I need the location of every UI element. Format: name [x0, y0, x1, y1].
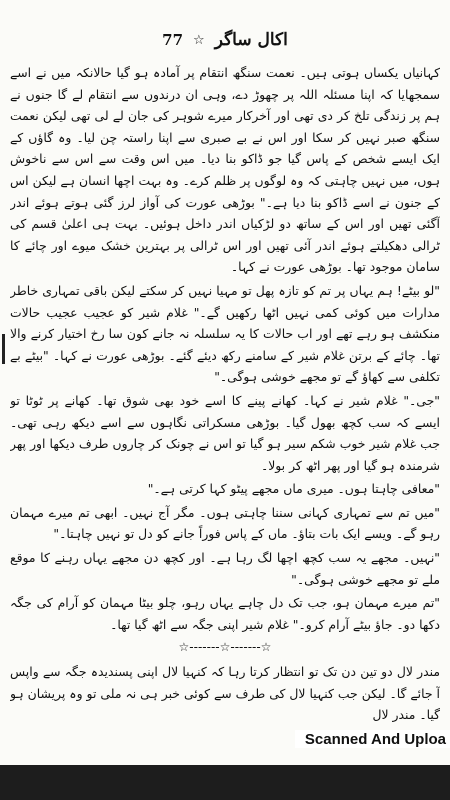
section-separator: ☆-------☆-------☆ [178, 640, 272, 655]
paragraph: کہانیاں یکساں ہوتی ہیں۔ نعمت سنگھ انتقام پر آمادہ ہو گیا حالانکہ میں نے اسے سمجھایا کہ اپنا مسئلہ اللہ پر چھوڑ دے، وہی ان درندوں سے انتقام لے گا جنوں نے ہم پر زندگی تلخ کر دی تھی اور آخرکار میرے شوہر کی جان لے لی تھی لیکن نعمت سنگھ صبر نہیں کر سکا اور اس نے بے صبری سے اپنا راستہ چن لیا۔ وہ گاؤں کے ایک ایسے شخص کے پاس گیا جو ڈاکو بنا دیا۔ میں اس وقت سے اس سے ناخوش ہوں، میں نہیں چاہتی کہ وہ لوگوں پر ظلم کرے۔ وہ بہت اچھا انسان ہے لیکن اس کے جنون نے اسے ڈاکو بنا دیا ہے۔" بوڑھی عورت کی آواز لرز گئی ہوتے ہوئے اندر آگئی تھیں اور اس کے ساتھ دو لڑکیاں اندر داخل ہوئیں۔ بہت ہی اعلیٰ قسم کی ٹرالی دھکیلتے ہوئے اندر آئی تھیں اور اس ٹرالی پر بہترین خشک میوے اور چائے کا سامان موجود تھا۔ بوڑھی عورت نے کہا۔ [10, 65, 440, 275]
page-number: 77 [162, 31, 184, 49]
margin-mark [2, 334, 5, 364]
page-header [0, 28, 450, 52]
book-title: اکال ساگر [214, 30, 288, 50]
paragraph: "جی۔" غلام شیر نے کہا۔ کھانے پینے کا اسے خود بھی شوق تھا۔ کھانے پر ٹوٹا تو ایسے کہ سب کچھ بھول گیا۔ بوڑھی مسکراتی نگاہوں سے اسے دیکھ رہی تھی۔ جب غلام شیر خوب شکم سیر ہو گیا تو اس نے چونک کر چاروں طرف دیکھا اور پھر شرمندہ ہو گیا اور پھر اٹھ کر بولا۔ [10, 392, 440, 473]
paragraph: مندر لال دو تین دن تک تو انتظار کرتا رہا کہ کنہیا لال اپنی پسندیدہ جگہ سے واپس آ جائے گا۔ لیکن جب کنہیا لال کی طرف سے کوئی خبر ہی نہ ملی تو وہ پریشان ہو گیا۔ مندر لال [10, 664, 440, 723]
scan-watermark: Scanned And Uploa [295, 730, 450, 748]
paragraph: "میں تم سے تمہاری کہانی سننا چاہتی ہوں۔ مگر آج نہیں۔ ابھی تم میرے مہمان رہو گے۔ ویسے ایک بات بتاؤ۔ ماں کے پاس فوراً جانے کو دل تو نہیں چاہتا۔" [10, 504, 440, 542]
star-icon: ☆ [193, 32, 205, 48]
paragraph: "معافی چاہتا ہوں۔ میری ماں مجھے پیٹو کہا کرتی ہے۔" [147, 481, 440, 497]
bottom-bar [0, 765, 450, 800]
paragraph: "نہیں۔ مجھے یہ سب کچھ اچھا لگ رہا ہے۔ اور کچھ دن مجھے یہاں رہنے کا موقع ملے تو مجھے خوشی ہوگی۔" [10, 550, 440, 587]
body-text [10, 62, 440, 725]
paragraph: "لو بیٹے! ہم یہاں پر تم کو تازہ پھل تو مہیا نہیں کر سکتے لیکن باقی تمہاری خاطر مدارات میں کوئی کمی نہیں اٹھا رکھیں گے۔" غلام شیر کو عجیب عجیب حالات منکشف ہو رہے تھے اور اب حالات کا یہ سلسلہ نہ جانے کون سا رخ اختیار کرنے والا تھا۔ چائے کے برتن غلام شیر کے سامنے رکھ دیئے گئے۔ بوڑھی عورت نے کہا۔ "بیٹے بے تکلفی سے کھاؤ گے تو مجھے خوشی ہوگی۔" [10, 282, 440, 385]
paragraph: "تم میرے مہمان ہو، جب تک دل چاہے یہاں رہو، چلو بیٹا مہمان کو آرام کی جگہ دکھا دو۔ جاؤ بیٹے آرام کرو۔" غلام شیر اپنی جگہ سے اٹھ گیا تھا۔ [10, 595, 440, 632]
